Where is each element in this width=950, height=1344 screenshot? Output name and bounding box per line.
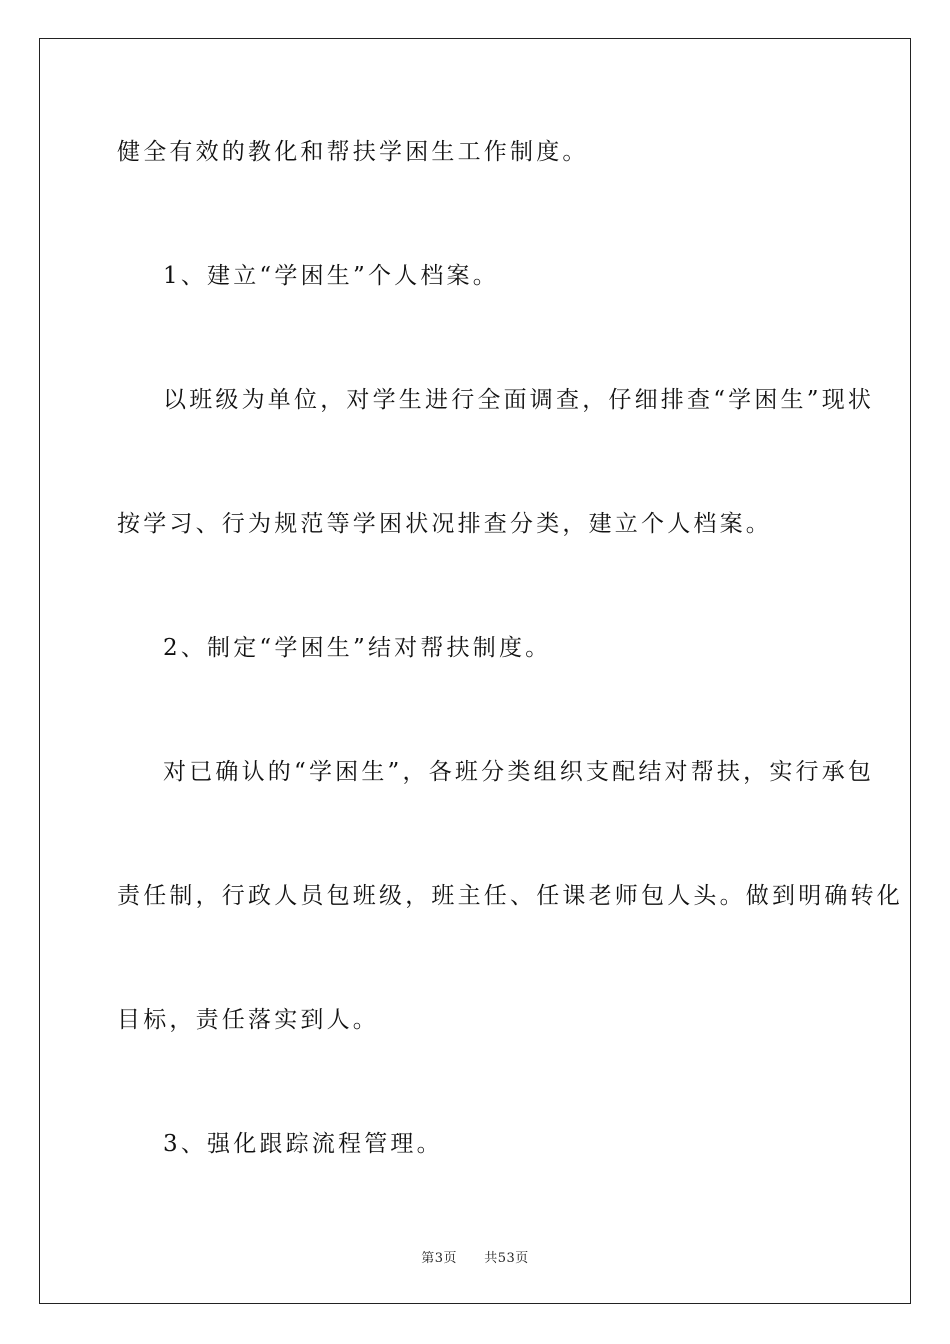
heading-item-2: 2、制定“学困生”结对帮扶制度。 [163,635,552,661]
paragraph-line-4: 对已确认的“学困生”，各班分类组织支配结对帮扶，实行承包 [163,759,875,785]
page-footer [0,1247,950,1266]
paragraph-line-3: 按学习、行为规范等学困状况排查分类，建立个人档案。 [117,511,772,537]
page-total: 共53页 [484,1251,529,1266]
paragraph-line-6: 目标，责任落实到人。 [117,1007,379,1033]
page-border [39,38,911,1304]
paragraph-line-2: 以班级为单位，对学生进行全面调查，仔细排查“学困生”现状 [163,387,875,413]
paragraph-line-1: 健全有效的教化和帮扶学困生工作制度。 [117,139,589,165]
page-number: 第3页 [421,1251,457,1266]
paragraph-line-5: 责任制，行政人员包班级，班主任、任课老师包人头。做到明确转化 [117,883,903,909]
heading-item-3: 3、强化跟踪流程管理。 [163,1131,443,1157]
heading-item-1: 1、建立“学困生”个人档案。 [163,263,499,289]
